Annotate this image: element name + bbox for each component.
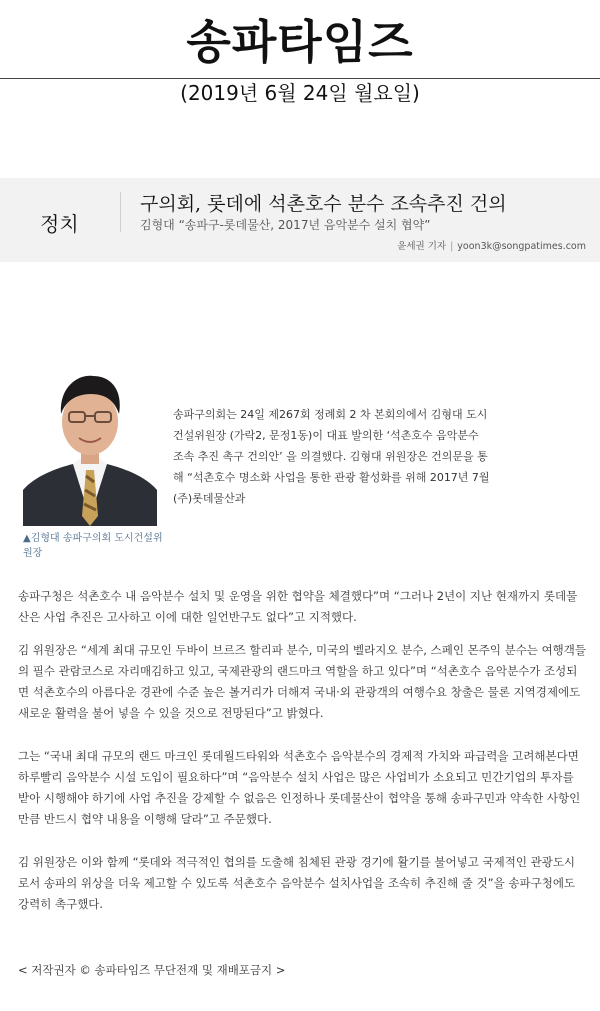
body-paragraph-1: 송파구청은 석촌호수 내 음악분수 설치 및 운영을 위한 협약을 체결했다”며 “그러나 2년이 지난 현재까지 롯데물산은 사업 추진은 고사하고 이에 대한 일언반구도 없다”고 지적했다.	[18, 589, 578, 624]
masthead-divider	[0, 78, 600, 79]
person-portrait-photo	[23, 358, 157, 526]
publication-date: (2019년 6월 24일 월요일)	[180, 81, 420, 105]
body-paragraph-3: 그는 “국내 최대 규모의 랜드 마크인 롯데월드타워와 석촌호수 음악분수의 경제적 가치와 파급력을 고려해본다면 하루빨리 음악분수 시설 도입이 필요하다”며 “음악분수 설치 사업은 많은 사업비가 소요되고 민간기업의 투자를 받아 시행해야 하기에 사업 추진을 강제할 수 없음은 인정하나 롯데물산이 협약을 통해 송파구민과 약속한 사항인 만큼 반드시 협약 내용을 이행해 달라”고 주문했다.	[18, 749, 581, 826]
reporter-name: 윤세권 기자	[397, 241, 447, 252]
article-header	[0, 178, 600, 262]
photo-caption: ▲김형대 송파구의회 도시건설위원장	[23, 533, 163, 559]
byline	[397, 238, 586, 252]
body-paragraph-4: 김 위원장은 이와 함께 “롯데와 적극적인 협의를 도출해 침체된 관광 경기에 활기를 불어넣고 국제적인 관광도시로서 송파의 위상을 더욱 제고할 수 있도록 석촌호수 음악분수 설치사업을 조속히 추진해 줄 것”을 송파구청에도 강력히 촉구했다.	[18, 855, 576, 911]
lead-paragraph: 송파구의회는 24일 제267회 정례회 2 차 본회의에서 김형대 도시건설위원장 (가락2, 문정1동)이 대표 발의한 ‘석촌호수 음악분수 조속 추진 촉구 건의안’ 을 의결했다. 김형대 위원장은 건의문을 통해 “석촌호수 명소화 사업을 통한 관광 활성화를 위해 2017년 7월 (주)롯데물산과	[173, 408, 490, 505]
reporter-email[interactable]: yoon3k@songpatimes.com	[457, 241, 586, 252]
body-paragraph-2: 김 위원장은 “세계 최대 규모인 두바이 브르즈 할리파 분수, 미국의 벨라지오 분수, 스페인 몬주익 분수는 여행객들의 필수 관람코스로 자리매김하고 있고, 국제관광의 랜드마크 역할을 하고 있다”며 “석촌호수 음악분수가 조성되면 석촌호수의 아름다운 경관에 수준 높은 볼거리가 더해져 국내·외 관광객의 여행수요 창출은 물론 지역경제에도 새로운 활력을 불어 넣을 수 있을 것으로 전망된다”고 밝혔다.	[18, 643, 587, 720]
copyright-notice: < 저작권자 © 송파타임즈 무단전재 및 재배포금지 >	[18, 963, 286, 977]
section-divider	[120, 192, 121, 232]
section-label: 정치	[40, 212, 79, 236]
byline-separator: |	[450, 241, 454, 252]
article-headline: 구의회, 롯데에 석촌호수 분수 조속추진 건의	[140, 193, 507, 215]
councilman-photo	[23, 358, 157, 526]
article-subheadline: 김형대 “송파구-롯데물산, 2017년 음악분수 설치 협약”	[140, 218, 431, 232]
masthead-title: 송파타임즈	[186, 15, 414, 69]
